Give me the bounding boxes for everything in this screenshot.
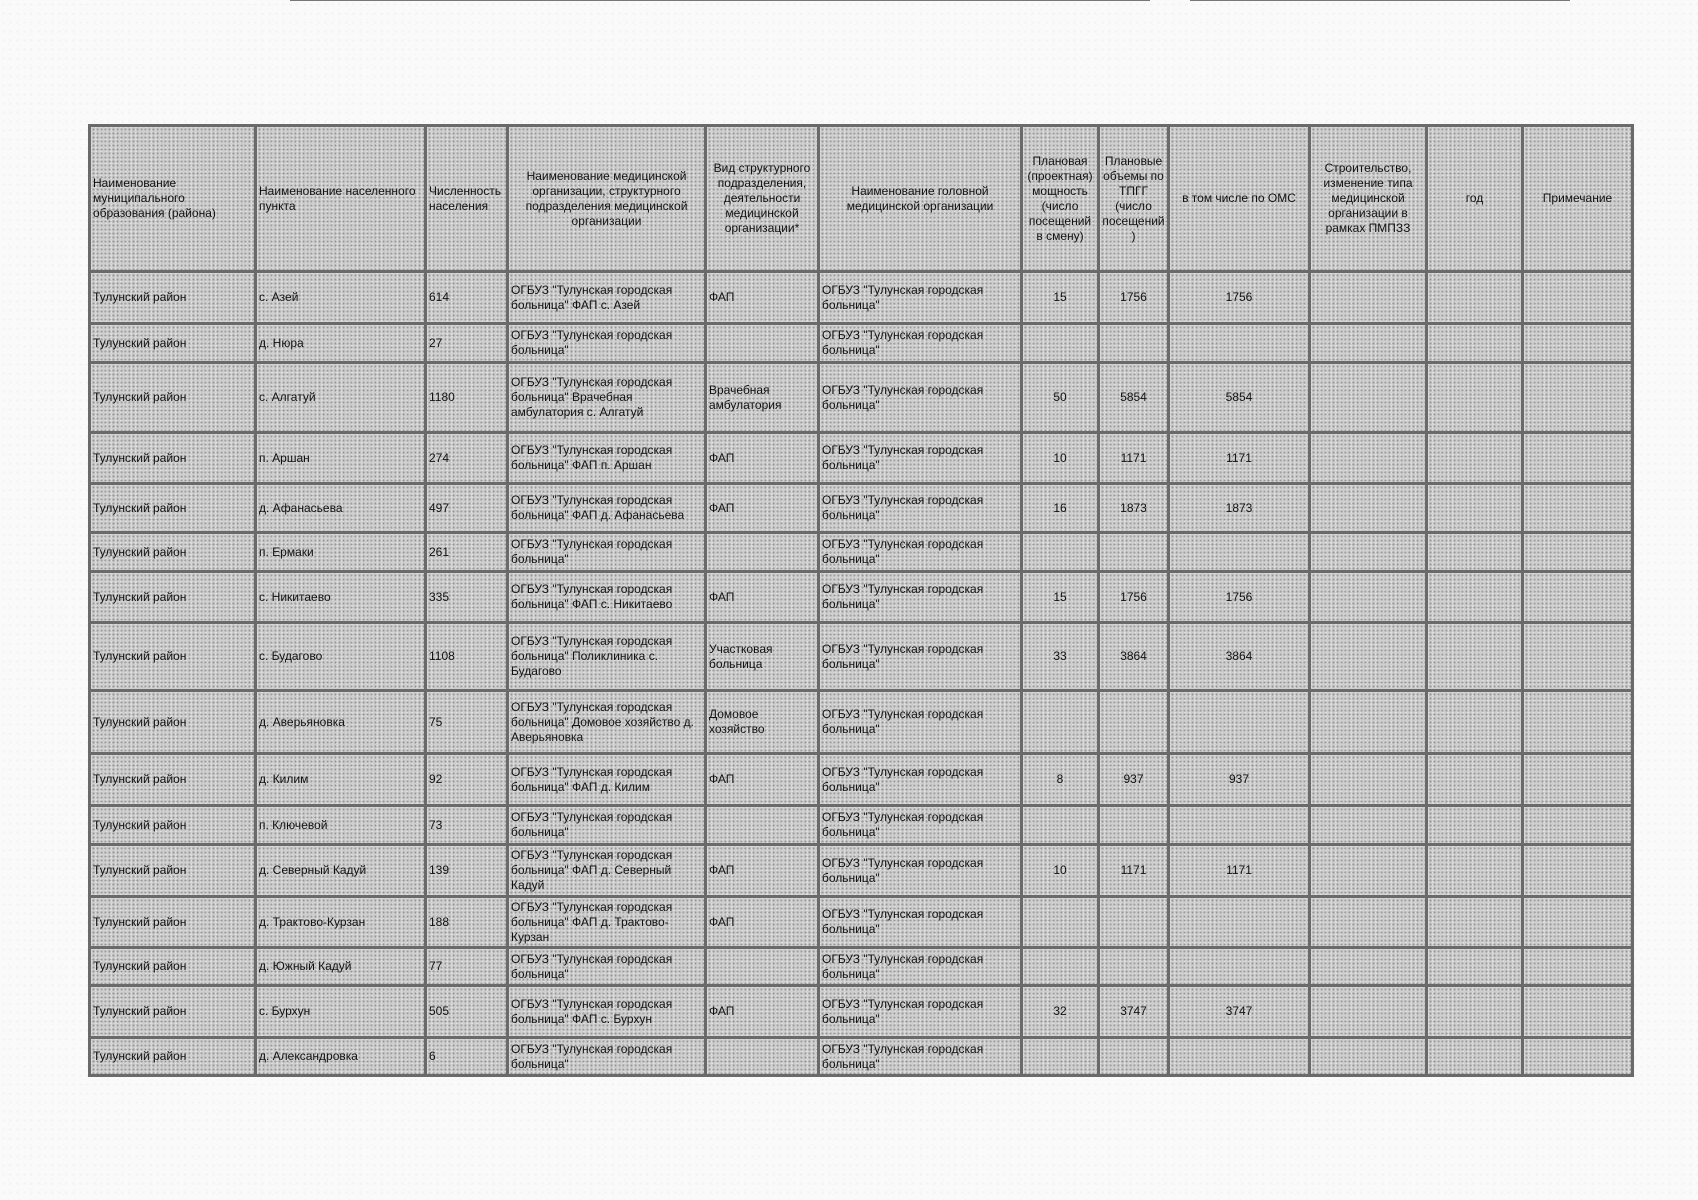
cell-head-organization: ОГБУЗ "Тулунская городская больница" bbox=[819, 897, 1022, 948]
cell-municipality: Тулунский район bbox=[90, 691, 256, 754]
cell-unit-type: Врачебная амбулатория bbox=[706, 363, 819, 433]
cell-planned-volumes bbox=[1099, 948, 1169, 986]
cell-settlement: с. Бурхун bbox=[256, 986, 426, 1038]
cell-head-organization: ОГБУЗ "Тулунская городская больница" bbox=[819, 572, 1022, 623]
cell-planned-capacity: 15 bbox=[1022, 272, 1099, 324]
cell-population: 27 bbox=[426, 324, 508, 363]
table-row bbox=[90, 1038, 1633, 1076]
cell-planned-volumes: 1171 bbox=[1099, 433, 1169, 484]
cell-note bbox=[1523, 1038, 1633, 1076]
cell-settlement: д. Нюра bbox=[256, 324, 426, 363]
cell-head-organization: ОГБУЗ "Тулунская городская больница" bbox=[819, 272, 1022, 324]
cell-population: 261 bbox=[426, 533, 508, 572]
medical-organizations-table bbox=[88, 124, 1634, 1077]
cell-year bbox=[1427, 1038, 1523, 1076]
cell-municipality: Тулунский район bbox=[90, 572, 256, 623]
table-header-row bbox=[90, 126, 1633, 272]
cell-note bbox=[1523, 623, 1633, 691]
cell-medical-organization: ОГБУЗ "Тулунская городская больница" bbox=[508, 1038, 706, 1076]
table-row bbox=[90, 623, 1633, 691]
cell-oms-volumes: 1873 bbox=[1169, 484, 1310, 533]
header-construction: Строительство, изменение типа медицинской организации в рамках ПМПЗЗ bbox=[1310, 126, 1427, 272]
cell-note bbox=[1523, 363, 1633, 433]
cell-planned-capacity: 10 bbox=[1022, 433, 1099, 484]
table-row bbox=[90, 897, 1633, 948]
cell-settlement: д. Аверьяновка bbox=[256, 691, 426, 754]
cell-settlement: с. Алгатуй bbox=[256, 363, 426, 433]
cell-head-organization: ОГБУЗ "Тулунская городская больница" bbox=[819, 691, 1022, 754]
cell-oms-volumes: 1756 bbox=[1169, 272, 1310, 324]
cell-note bbox=[1523, 533, 1633, 572]
cell-oms-volumes: 1171 bbox=[1169, 433, 1310, 484]
cell-unit-type bbox=[706, 324, 819, 363]
cell-medical-organization: ОГБУЗ "Тулунская городская больница" ФАП с. Азей bbox=[508, 272, 706, 324]
cell-construction bbox=[1310, 572, 1427, 623]
cell-head-organization: ОГБУЗ "Тулунская городская больница" bbox=[819, 623, 1022, 691]
cell-construction bbox=[1310, 484, 1427, 533]
cell-oms-volumes bbox=[1169, 948, 1310, 986]
cell-settlement: д. Южный Кадуй bbox=[256, 948, 426, 986]
cell-head-organization: ОГБУЗ "Тулунская городская больница" bbox=[819, 324, 1022, 363]
cell-unit-type: ФАП bbox=[706, 572, 819, 623]
cell-note bbox=[1523, 897, 1633, 948]
table-row bbox=[90, 324, 1633, 363]
cell-medical-organization: ОГБУЗ "Тулунская городская больница" Домовое хозяйство д. Аверьяновка bbox=[508, 691, 706, 754]
cell-planned-volumes bbox=[1099, 324, 1169, 363]
cell-planned-capacity: 15 bbox=[1022, 572, 1099, 623]
cell-medical-organization: ОГБУЗ "Тулунская городская больница" bbox=[508, 533, 706, 572]
cell-year bbox=[1427, 572, 1523, 623]
cell-unit-type: ФАП bbox=[706, 845, 819, 897]
cell-planned-capacity: 33 bbox=[1022, 623, 1099, 691]
cell-note bbox=[1523, 324, 1633, 363]
cell-year bbox=[1427, 272, 1523, 324]
scan-artifact-line bbox=[290, 0, 1150, 1]
cell-year bbox=[1427, 533, 1523, 572]
cell-construction bbox=[1310, 897, 1427, 948]
header-medical-organization: Наименование медицинской организации, структурного подразделения медицинской организации bbox=[508, 126, 706, 272]
cell-note bbox=[1523, 272, 1633, 324]
cell-construction bbox=[1310, 948, 1427, 986]
header-settlement: Наименование населенного пункта bbox=[256, 126, 426, 272]
cell-planned-volumes bbox=[1099, 691, 1169, 754]
cell-medical-organization: ОГБУЗ "Тулунская городская больница" ФАП с. Бурхун bbox=[508, 986, 706, 1038]
cell-head-organization: ОГБУЗ "Тулунская городская больница" bbox=[819, 948, 1022, 986]
cell-medical-organization: ОГБУЗ "Тулунская городская больница" ФАП д. Афанасьева bbox=[508, 484, 706, 533]
cell-planned-volumes: 3864 bbox=[1099, 623, 1169, 691]
cell-oms-volumes: 1756 bbox=[1169, 572, 1310, 623]
cell-oms-volumes bbox=[1169, 1038, 1310, 1076]
cell-head-organization: ОГБУЗ "Тулунская городская больница" bbox=[819, 433, 1022, 484]
cell-population: 1180 bbox=[426, 363, 508, 433]
cell-unit-type bbox=[706, 948, 819, 986]
cell-oms-volumes bbox=[1169, 324, 1310, 363]
cell-settlement: с. Азей bbox=[256, 272, 426, 324]
cell-construction bbox=[1310, 806, 1427, 845]
cell-note bbox=[1523, 806, 1633, 845]
cell-settlement: д. Александровка bbox=[256, 1038, 426, 1076]
header-note: Примечание bbox=[1523, 126, 1633, 272]
cell-construction bbox=[1310, 986, 1427, 1038]
cell-oms-volumes: 5854 bbox=[1169, 363, 1310, 433]
cell-construction bbox=[1310, 754, 1427, 806]
cell-head-organization: ОГБУЗ "Тулунская городская больница" bbox=[819, 754, 1022, 806]
cell-unit-type bbox=[706, 806, 819, 845]
cell-population: 614 bbox=[426, 272, 508, 324]
cell-oms-volumes: 3864 bbox=[1169, 623, 1310, 691]
cell-oms-volumes bbox=[1169, 806, 1310, 845]
cell-construction bbox=[1310, 1038, 1427, 1076]
cell-settlement: д. Килим bbox=[256, 754, 426, 806]
cell-planned-volumes: 5854 bbox=[1099, 363, 1169, 433]
cell-municipality: Тулунский район bbox=[90, 1038, 256, 1076]
cell-planned-volumes bbox=[1099, 897, 1169, 948]
cell-population: 1108 bbox=[426, 623, 508, 691]
cell-planned-volumes: 937 bbox=[1099, 754, 1169, 806]
cell-note bbox=[1523, 433, 1633, 484]
header-planned-capacity: Плановая (проектная) мощность (число посещений в смену) bbox=[1022, 126, 1099, 272]
cell-planned-volumes: 1873 bbox=[1099, 484, 1169, 533]
cell-population: 6 bbox=[426, 1038, 508, 1076]
cell-medical-organization: ОГБУЗ "Тулунская городская больница" ФАП д. Северный Кадуй bbox=[508, 845, 706, 897]
cell-head-organization: ОГБУЗ "Тулунская городская больница" bbox=[819, 484, 1022, 533]
cell-oms-volumes: 1171 bbox=[1169, 845, 1310, 897]
cell-unit-type: ФАП bbox=[706, 484, 819, 533]
cell-population: 77 bbox=[426, 948, 508, 986]
cell-year bbox=[1427, 623, 1523, 691]
cell-planned-volumes: 1756 bbox=[1099, 572, 1169, 623]
cell-population: 73 bbox=[426, 806, 508, 845]
cell-head-organization: ОГБУЗ "Тулунская городская больница" bbox=[819, 1038, 1022, 1076]
table-row bbox=[90, 572, 1633, 623]
cell-medical-organization: ОГБУЗ "Тулунская городская больница" Врачебная амбулатория с. Алгатуй bbox=[508, 363, 706, 433]
cell-municipality: Тулунский район bbox=[90, 623, 256, 691]
header-year: год bbox=[1427, 126, 1523, 272]
cell-unit-type: Домовое хозяйство bbox=[706, 691, 819, 754]
cell-note bbox=[1523, 691, 1633, 754]
cell-year bbox=[1427, 433, 1523, 484]
table-row bbox=[90, 691, 1633, 754]
cell-settlement: с. Никитаево bbox=[256, 572, 426, 623]
cell-municipality: Тулунский район bbox=[90, 484, 256, 533]
table-row bbox=[90, 806, 1633, 845]
cell-population: 505 bbox=[426, 986, 508, 1038]
cell-municipality: Тулунский район bbox=[90, 363, 256, 433]
cell-municipality: Тулунский район bbox=[90, 433, 256, 484]
cell-settlement: д. Трактово-Курзан bbox=[256, 897, 426, 948]
cell-settlement: п. Ключевой bbox=[256, 806, 426, 845]
cell-oms-volumes bbox=[1169, 533, 1310, 572]
cell-note bbox=[1523, 754, 1633, 806]
table-row bbox=[90, 986, 1633, 1038]
cell-year bbox=[1427, 691, 1523, 754]
cell-year bbox=[1427, 948, 1523, 986]
cell-medical-organization: ОГБУЗ "Тулунская городская больница" bbox=[508, 948, 706, 986]
cell-municipality: Тулунский район bbox=[90, 754, 256, 806]
cell-unit-type: ФАП bbox=[706, 433, 819, 484]
cell-planned-capacity bbox=[1022, 1038, 1099, 1076]
cell-planned-capacity bbox=[1022, 806, 1099, 845]
cell-municipality: Тулунский район bbox=[90, 324, 256, 363]
table-row bbox=[90, 533, 1633, 572]
table-row bbox=[90, 272, 1633, 324]
cell-note bbox=[1523, 845, 1633, 897]
header-planned-volumes: Плановые объемы по ТПГГ (число посещений ) bbox=[1099, 126, 1169, 272]
cell-planned-volumes bbox=[1099, 533, 1169, 572]
cell-head-organization: ОГБУЗ "Тулунская городская больница" bbox=[819, 806, 1022, 845]
cell-population: 274 bbox=[426, 433, 508, 484]
cell-planned-capacity bbox=[1022, 324, 1099, 363]
cell-year bbox=[1427, 845, 1523, 897]
cell-planned-capacity bbox=[1022, 691, 1099, 754]
cell-note bbox=[1523, 948, 1633, 986]
cell-head-organization: ОГБУЗ "Тулунская городская больница" bbox=[819, 363, 1022, 433]
cell-unit-type: ФАП bbox=[706, 754, 819, 806]
cell-planned-capacity: 32 bbox=[1022, 986, 1099, 1038]
cell-year bbox=[1427, 363, 1523, 433]
cell-construction bbox=[1310, 623, 1427, 691]
scan-artifact-line bbox=[1190, 0, 1570, 1]
cell-settlement: п. Аршан bbox=[256, 433, 426, 484]
cell-municipality: Тулунский район bbox=[90, 845, 256, 897]
cell-planned-capacity: 8 bbox=[1022, 754, 1099, 806]
cell-population: 188 bbox=[426, 897, 508, 948]
cell-municipality: Тулунский район bbox=[90, 272, 256, 324]
cell-population: 139 bbox=[426, 845, 508, 897]
cell-construction bbox=[1310, 691, 1427, 754]
cell-planned-volumes: 1756 bbox=[1099, 272, 1169, 324]
cell-unit-type bbox=[706, 1038, 819, 1076]
cell-year bbox=[1427, 754, 1523, 806]
cell-construction bbox=[1310, 845, 1427, 897]
cell-medical-organization: ОГБУЗ "Тулунская городская больница" ФАП с. Никитаево bbox=[508, 572, 706, 623]
cell-unit-type: Участковая больница bbox=[706, 623, 819, 691]
cell-year bbox=[1427, 484, 1523, 533]
cell-planned-volumes bbox=[1099, 806, 1169, 845]
cell-municipality: Тулунский район bbox=[90, 986, 256, 1038]
cell-municipality: Тулунский район bbox=[90, 897, 256, 948]
cell-medical-organization: ОГБУЗ "Тулунская городская больница" Поликлиника с. Будагово bbox=[508, 623, 706, 691]
cell-planned-capacity: 16 bbox=[1022, 484, 1099, 533]
cell-year bbox=[1427, 806, 1523, 845]
cell-settlement: д. Северный Кадуй bbox=[256, 845, 426, 897]
cell-settlement: п. Ермаки bbox=[256, 533, 426, 572]
cell-municipality: Тулунский район bbox=[90, 948, 256, 986]
cell-construction bbox=[1310, 433, 1427, 484]
cell-note bbox=[1523, 986, 1633, 1038]
header-municipality: Наименование муниципального образования (района) bbox=[90, 126, 256, 272]
cell-planned-capacity bbox=[1022, 897, 1099, 948]
cell-head-organization: ОГБУЗ "Тулунская городская больница" bbox=[819, 986, 1022, 1038]
cell-population: 75 bbox=[426, 691, 508, 754]
cell-planned-capacity: 10 bbox=[1022, 845, 1099, 897]
table-row bbox=[90, 845, 1633, 897]
cell-population: 335 bbox=[426, 572, 508, 623]
table-row bbox=[90, 433, 1633, 484]
cell-head-organization: ОГБУЗ "Тулунская городская больница" bbox=[819, 533, 1022, 572]
table-row bbox=[90, 754, 1633, 806]
cell-planned-capacity bbox=[1022, 533, 1099, 572]
cell-municipality: Тулунский район bbox=[90, 533, 256, 572]
header-population: Численность населения bbox=[426, 126, 508, 272]
cell-construction bbox=[1310, 533, 1427, 572]
cell-population: 92 bbox=[426, 754, 508, 806]
cell-oms-volumes: 3747 bbox=[1169, 986, 1310, 1038]
cell-planned-volumes: 1171 bbox=[1099, 845, 1169, 897]
cell-unit-type: ФАП bbox=[706, 272, 819, 324]
cell-unit-type: ФАП bbox=[706, 897, 819, 948]
cell-planned-capacity bbox=[1022, 948, 1099, 986]
cell-note bbox=[1523, 484, 1633, 533]
cell-note bbox=[1523, 572, 1633, 623]
cell-medical-organization: ОГБУЗ "Тулунская городская больница" bbox=[508, 324, 706, 363]
cell-population: 497 bbox=[426, 484, 508, 533]
cell-settlement: д. Афанасьева bbox=[256, 484, 426, 533]
cell-oms-volumes bbox=[1169, 897, 1310, 948]
cell-unit-type bbox=[706, 533, 819, 572]
cell-year bbox=[1427, 897, 1523, 948]
cell-settlement: с. Будагово bbox=[256, 623, 426, 691]
table-row bbox=[90, 484, 1633, 533]
cell-unit-type: ФАП bbox=[706, 986, 819, 1038]
header-unit-type: Вид структурного подразделения, деятельности медицинской организации* bbox=[706, 126, 819, 272]
cell-construction bbox=[1310, 272, 1427, 324]
cell-year bbox=[1427, 986, 1523, 1038]
cell-planned-volumes bbox=[1099, 1038, 1169, 1076]
table-row bbox=[90, 948, 1633, 986]
cell-medical-organization: ОГБУЗ "Тулунская городская больница" bbox=[508, 806, 706, 845]
header-oms-volumes: в том числе по ОМС bbox=[1169, 126, 1310, 272]
table-row bbox=[90, 363, 1633, 433]
cell-construction bbox=[1310, 324, 1427, 363]
cell-planned-volumes: 3747 bbox=[1099, 986, 1169, 1038]
cell-oms-volumes bbox=[1169, 691, 1310, 754]
cell-head-organization: ОГБУЗ "Тулунская городская больница" bbox=[819, 845, 1022, 897]
cell-medical-organization: ОГБУЗ "Тулунская городская больница" ФАП д. Килим bbox=[508, 754, 706, 806]
cell-oms-volumes: 937 bbox=[1169, 754, 1310, 806]
cell-year bbox=[1427, 324, 1523, 363]
cell-medical-organization: ОГБУЗ "Тулунская городская больница" ФАП п. Аршан bbox=[508, 433, 706, 484]
header-head-organization: Наименование головной медицинской организации bbox=[819, 126, 1022, 272]
cell-municipality: Тулунский район bbox=[90, 806, 256, 845]
cell-construction bbox=[1310, 363, 1427, 433]
cell-planned-capacity: 50 bbox=[1022, 363, 1099, 433]
cell-medical-organization: ОГБУЗ "Тулунская городская больница" ФАП д. Трактово-Курзан bbox=[508, 897, 706, 948]
